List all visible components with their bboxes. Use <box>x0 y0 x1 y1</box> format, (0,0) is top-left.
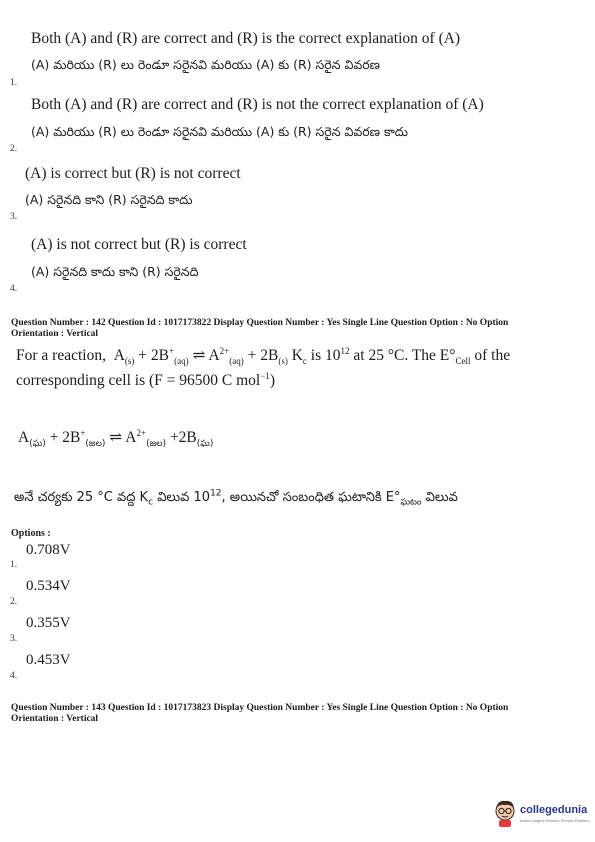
question-142-line2-end: ) <box>269 372 275 389</box>
question-142-line2-exponent: −1 <box>260 370 270 381</box>
question-142-subscript-cell: Cell <box>455 356 471 367</box>
question-142-telugu-a: అనే చర్యకు 25 °C వద్ద K <box>14 490 149 505</box>
question-142-header-line1: Question Number : 142 Question Id : 1017173822 Display Question Number : Yes Single Line Question Option : No Option <box>11 318 509 328</box>
prev-option-4-number: 4. <box>10 284 18 294</box>
prev-option-4-english: (A) is not correct but (R) is correct <box>31 236 247 253</box>
question-143-header-line2: Orientation : Vertical <box>11 713 99 724</box>
question-142-text-d: of the <box>474 347 511 364</box>
prev-option-2-number: 2. <box>10 144 18 154</box>
option-2-value: 0.534V <box>26 578 71 594</box>
question-142-telugu-d: విలువ <box>425 490 458 505</box>
prev-option-2-english: Both (A) and (R) are correct and (R) is not the correct explanation of (A) <box>31 96 484 113</box>
options-label: Options : <box>11 528 51 539</box>
logo-tagline: India's largest Student Review Platform <box>520 818 590 823</box>
question-142-telugu-equation: $A_{(ఘ)} + 2B^+_{(జల)}$ ⇌ $A^{2+}_{(జల)} +2B_{(ఘ)}$ <box>18 427 214 450</box>
question-142-telugu-b: విలువ 10 <box>157 490 211 505</box>
question-142-english-line1: For a reaction, $A_{(s)} + 2B^+_{(aq)}$ ⇌ $A^{2+}_{(aq)} + 2B_{(s)}$ $K_c$ is $10^{12}$ at 25 °C. The $E^\circ_{Cell}$ of the <box>16 345 511 367</box>
prev-option-1-english: Both (A) and (R) are correct and (R) is the correct explanation of (A) <box>31 30 461 47</box>
mascot-icon <box>492 798 518 828</box>
option-4-number: 4. <box>10 671 18 681</box>
reaction-equation: $A_{(s)} + 2B^+_{(aq)}$ ⇌ $A^{2+}_{(aq)} + 2B_{(s)}$ <box>113 345 288 367</box>
logo-name: collegedunia <box>520 804 588 816</box>
prev-option-2-telugu: (A) మరియు (R) లు రెండూ సరైనవి మరియు (A) కు (R) సరైన వివరణ కాదు <box>31 124 408 139</box>
prev-option-3-number: 3. <box>10 212 18 222</box>
prev-option-4-telugu: (A) సరైనది కాదు కాని (R) సరైనది <box>31 264 199 279</box>
question-143-header-line1: Question Number : 143 Question Id : 1017173823 Display Question Number : Yes Single Line Question Option : No Option <box>11 703 509 713</box>
question-142-telugu-sub-c: c <box>148 497 154 508</box>
question-142-english-line2 <box>16 372 275 390</box>
question-143-header <box>11 703 508 724</box>
question-142-telugu-exponent: 12 <box>210 488 222 499</box>
equilibrium-arrow-icon-2: ⇌ <box>109 429 123 446</box>
prev-option-1-number: 1. <box>10 78 18 88</box>
question-142-line2-text: corresponding cell is (F = 96500 C mol <box>16 372 261 389</box>
prev-option-1-telugu: (A) మరియు (R) లు రెండూ సరైనవి మరియు (A) కు (R) సరైన వివరణ <box>31 57 380 72</box>
question-142-header-line2: Orientation : Vertical <box>11 328 99 339</box>
question-142-telugu-text <box>14 490 458 508</box>
prev-option-3-telugu: (A) సరైనది కాని (R) సరైనది కాదు <box>25 192 193 207</box>
question-142-text-b: is 10 <box>310 347 341 364</box>
question-142-telugu-sub-cell: ఘటం <box>400 497 422 508</box>
question-142-exponent: 12 <box>340 345 350 356</box>
option-3-value: 0.355V <box>26 615 71 631</box>
option-3-number: 3. <box>10 634 18 644</box>
question-142-telugu-c: , అయినచో సంబంధిత ఘటానికి E° <box>221 490 401 505</box>
collegedunia-logo <box>492 796 592 832</box>
option-2-number: 2. <box>10 597 18 607</box>
prev-option-3-english: (A) is correct but (R) is not correct <box>25 165 241 182</box>
option-1-number: 1. <box>10 560 18 570</box>
question-142-text-c: at 25 °C. The E° <box>353 347 456 364</box>
option-1-value: 0.708V <box>26 542 71 558</box>
question-142-text-a: For a reaction, <box>16 347 106 364</box>
option-4-value: 0.453V <box>26 652 71 668</box>
question-142-header <box>11 318 508 339</box>
equilibrium-arrow-icon: ⇌ <box>192 347 206 364</box>
